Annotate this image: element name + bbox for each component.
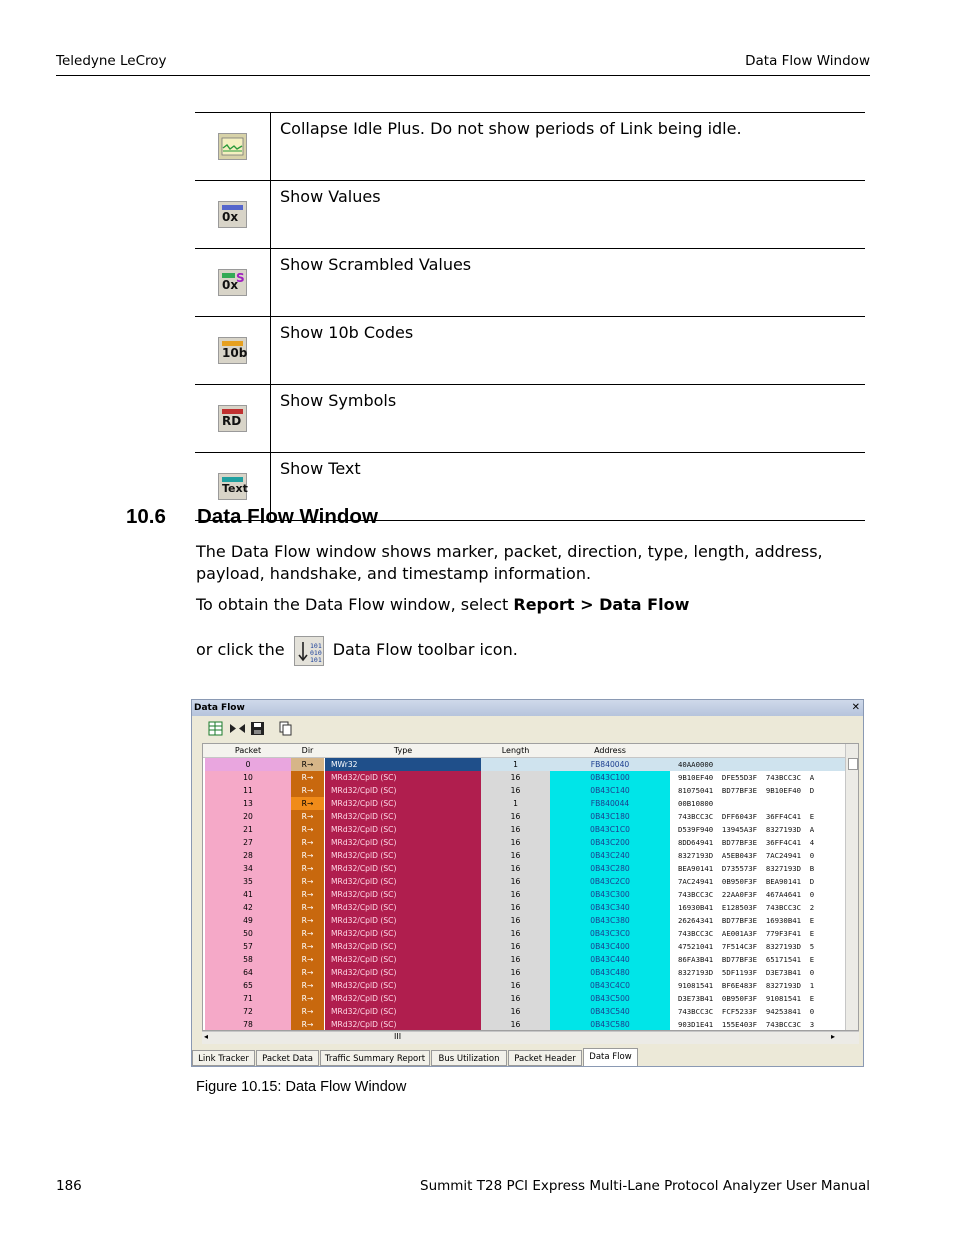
arrow-right-icon: → bbox=[306, 929, 314, 938]
dir-cell bbox=[291, 784, 324, 797]
length-cell: 16 bbox=[481, 940, 550, 953]
dir-cell bbox=[291, 992, 324, 1005]
icon-table-row bbox=[195, 385, 865, 453]
length-cell: 16 bbox=[481, 862, 550, 875]
payload-cell: 8327193D A5EB043F 7AC24941 0 bbox=[678, 851, 815, 860]
table-row[interactable] bbox=[203, 901, 858, 914]
data-flow-window bbox=[191, 699, 864, 1067]
arrow-right-icon: → bbox=[306, 773, 314, 782]
type-cell: MRd32/CplD (SC) bbox=[325, 966, 481, 979]
type-cell: MRd32/CplD (SC) bbox=[325, 836, 481, 849]
tab-packet-header[interactable]: Packet Header bbox=[508, 1050, 582, 1066]
arrow-right-icon: → bbox=[306, 1020, 314, 1029]
dir-label: R bbox=[301, 955, 307, 964]
icon-description: Show 10b Codes bbox=[271, 317, 866, 385]
dir-cell bbox=[291, 927, 324, 940]
window-toolbar bbox=[192, 716, 863, 741]
icon-label: 0x bbox=[222, 278, 239, 292]
figure-caption: Figure 10.15: Data Flow Window bbox=[196, 1079, 407, 1095]
icon-table-row bbox=[195, 317, 865, 385]
type-cell: MRd32/CplD (SC) bbox=[325, 797, 481, 810]
table-row[interactable] bbox=[203, 784, 858, 797]
length-cell: 16 bbox=[481, 784, 550, 797]
table-row[interactable] bbox=[203, 823, 858, 836]
type-cell: MRd32/CplD (SC) bbox=[325, 810, 481, 823]
payload-cell: 743BCC3C DFF6043F 36FF4C41 E bbox=[678, 812, 815, 821]
dir-label: R bbox=[301, 825, 307, 834]
dir-cell bbox=[291, 966, 324, 979]
packet-cell: 72 bbox=[205, 1005, 291, 1018]
payload-cell: 00B10800 bbox=[678, 799, 714, 808]
address-cell: 0B43C2C0 bbox=[550, 875, 670, 888]
dir-label: R bbox=[301, 877, 307, 886]
packet-cell: 11 bbox=[205, 784, 291, 797]
close-icon[interactable]: ✕ bbox=[851, 702, 860, 713]
payload-cell: 8DD64941 BD77BF3E 36FF4C41 4 bbox=[678, 838, 815, 847]
svg-text:010: 010 bbox=[309, 648, 322, 657]
type-cell: MRd32/CplD (SC) bbox=[325, 927, 481, 940]
running-header-right: Data Flow Window bbox=[745, 53, 870, 69]
address-cell: 0B43C580 bbox=[550, 1018, 670, 1031]
table-row[interactable] bbox=[203, 1018, 858, 1031]
address-cell: FB840044 bbox=[550, 797, 670, 810]
length-cell: 16 bbox=[481, 914, 550, 927]
length-cell: 16 bbox=[481, 992, 550, 1005]
type-cell: MRd32/CplD (SC) bbox=[325, 875, 481, 888]
arrow-right-icon: → bbox=[306, 942, 314, 951]
menu-path: Report > Data Flow bbox=[513, 595, 690, 614]
window-title: Data Flow bbox=[194, 703, 245, 713]
tab-packet-data[interactable]: Packet Data bbox=[256, 1050, 319, 1066]
dir-label: R bbox=[301, 760, 307, 769]
dir-cell bbox=[291, 771, 324, 784]
svg-text:101: 101 bbox=[309, 655, 322, 664]
payload-cell: 91081541 BF6E483F 8327193D 1 bbox=[678, 981, 815, 990]
address-cell: 0B43C140 bbox=[550, 784, 670, 797]
collapse-idle-plus-icon bbox=[218, 133, 247, 160]
packet-cell: 0 bbox=[205, 758, 291, 771]
type-cell: MRd32/CplD (SC) bbox=[325, 1018, 481, 1031]
table-row[interactable] bbox=[203, 927, 858, 940]
show-text-icon bbox=[218, 473, 247, 500]
dir-label: R bbox=[301, 942, 307, 951]
show-scrambled-values-icon: 0x S bbox=[218, 269, 247, 296]
packet-cell: 28 bbox=[205, 849, 291, 862]
manual-title: Summit T28 PCI Express Multi-Lane Protocol Analyzer User Manual bbox=[420, 1178, 870, 1194]
payload-cell: 26264341 BD77BF3E 16930B41 E bbox=[678, 916, 815, 925]
packet-cell: 65 bbox=[205, 979, 291, 992]
data-flow-toolbar-icon[interactable] bbox=[294, 636, 324, 666]
address-cell: 0B43C240 bbox=[550, 849, 670, 862]
dir-label: R bbox=[301, 994, 307, 1003]
icon-label: Text bbox=[222, 482, 248, 495]
address-cell: 0B43C3C0 bbox=[550, 927, 670, 940]
toolbar-icon-table bbox=[195, 112, 865, 521]
running-header-left: Teledyne LeCroy bbox=[56, 53, 167, 69]
grid-header bbox=[203, 744, 858, 758]
table-row[interactable] bbox=[203, 953, 858, 966]
table-row[interactable] bbox=[203, 966, 858, 979]
payload-cell: D3E73B41 0B950F3F 91081541 E bbox=[678, 994, 815, 1003]
payload-cell: 743BCC3C FCF5233F 94253841 0 bbox=[678, 1007, 815, 1016]
length-cell: 16 bbox=[481, 953, 550, 966]
packet-cell: 57 bbox=[205, 940, 291, 953]
paragraph-menu-path bbox=[196, 594, 866, 616]
address-cell: 0B43C100 bbox=[550, 771, 670, 784]
length-cell: 16 bbox=[481, 1005, 550, 1018]
table-row[interactable] bbox=[203, 771, 858, 784]
report-tabs bbox=[192, 1048, 863, 1067]
arrow-right-icon: → bbox=[306, 890, 314, 899]
length-cell: 16 bbox=[481, 888, 550, 901]
tab-bus-utilization[interactable]: Bus Utilization bbox=[431, 1050, 507, 1066]
direction-toggle-icon[interactable] bbox=[229, 721, 244, 736]
save-icon[interactable] bbox=[250, 721, 265, 736]
address-cell: 0B43C380 bbox=[550, 914, 670, 927]
length-cell: 1 bbox=[481, 797, 550, 810]
packet-cell: 64 bbox=[205, 966, 291, 979]
page-number: 186 bbox=[56, 1178, 82, 1194]
dir-label: R bbox=[301, 981, 307, 990]
payload-cell: BEA90141 D735573F 8327193D B bbox=[678, 864, 815, 873]
svg-text:101: 101 bbox=[309, 641, 322, 650]
length-cell: 16 bbox=[481, 979, 550, 992]
arrow-right-icon: → bbox=[306, 903, 314, 912]
arrow-right-icon: → bbox=[306, 812, 314, 821]
packet-cell: 58 bbox=[205, 953, 291, 966]
icon-label: 10b bbox=[222, 346, 248, 360]
packet-cell: 10 bbox=[205, 771, 291, 784]
icon-description: Show Values bbox=[271, 181, 866, 249]
address-cell: 0B43C280 bbox=[550, 862, 670, 875]
payload-cell: 743BCC3C AE001A3F 779F3F41 E bbox=[678, 929, 815, 938]
dir-label: R bbox=[301, 903, 307, 912]
dir-label: R bbox=[301, 773, 307, 782]
type-cell: MRd32/CplD (SC) bbox=[325, 914, 481, 927]
address-cell: 0B43C340 bbox=[550, 901, 670, 914]
dir-cell bbox=[291, 888, 324, 901]
packet-cell: 13 bbox=[205, 797, 291, 810]
type-cell: MRd32/CplD (SC) bbox=[325, 992, 481, 1005]
dir-label: R bbox=[301, 1020, 307, 1029]
table-row[interactable] bbox=[203, 862, 858, 875]
address-cell: 0B43C500 bbox=[550, 992, 670, 1005]
scroll-thumb-grip[interactable]: III bbox=[394, 1032, 402, 1041]
dir-cell bbox=[291, 1018, 324, 1031]
length-cell: 1 bbox=[481, 758, 550, 771]
address-cell: 0B43C4C0 bbox=[550, 979, 670, 992]
dir-cell bbox=[291, 797, 324, 810]
column-header-address[interactable]: Address bbox=[594, 746, 626, 755]
payload-cell: 47521041 7F514C3F 8327193D 5 bbox=[678, 942, 815, 951]
icon-label: RD bbox=[222, 414, 242, 428]
arrow-right-icon: → bbox=[306, 916, 314, 925]
arrow-right-icon: → bbox=[306, 994, 314, 1003]
icon-description: Show Scrambled Values bbox=[271, 249, 866, 317]
address-cell: 0B43C1C0 bbox=[550, 823, 670, 836]
length-cell: 16 bbox=[481, 875, 550, 888]
payload-cell: 9B10EF40 DFE55D3F 743BCC3C A bbox=[678, 773, 815, 782]
type-cell: MRd32/CplD (SC) bbox=[325, 862, 481, 875]
length-cell: 16 bbox=[481, 1018, 550, 1031]
address-cell: 0B43C440 bbox=[550, 953, 670, 966]
dir-label: R bbox=[301, 851, 307, 860]
address-cell: 0B43C540 bbox=[550, 1005, 670, 1018]
payload-cell: 81075041 BD77BF3E 9B10EF40 D bbox=[678, 786, 815, 795]
scroll-right-icon[interactable]: ▸ bbox=[830, 1032, 835, 1041]
dir-label: R bbox=[301, 838, 307, 847]
column-header-type[interactable]: Type bbox=[393, 746, 413, 755]
type-cell: MRd32/CplD (SC) bbox=[325, 901, 481, 914]
length-cell: 16 bbox=[481, 771, 550, 784]
tab-link-tracker[interactable]: Link Tracker bbox=[192, 1050, 255, 1066]
table-row[interactable] bbox=[203, 875, 858, 888]
type-cell: MRd32/CplD (SC) bbox=[325, 940, 481, 953]
window-title-bar bbox=[192, 700, 863, 716]
paragraph-toolbar-icon bbox=[196, 632, 866, 668]
arrow-right-icon: → bbox=[306, 864, 314, 873]
icon-description: Show Symbols bbox=[271, 385, 866, 453]
dir-label: R bbox=[301, 916, 307, 925]
table-row[interactable] bbox=[203, 849, 858, 862]
payload-cell: 903D1E41 155E403F 743BCC3C 3 bbox=[678, 1020, 815, 1029]
packet-cell: 71 bbox=[205, 992, 291, 1005]
dir-cell bbox=[291, 758, 324, 771]
dir-label: R bbox=[301, 1007, 307, 1016]
arrow-right-icon: → bbox=[306, 981, 314, 990]
table-row[interactable] bbox=[203, 758, 858, 771]
arrow-right-icon: → bbox=[306, 1007, 314, 1016]
packet-cell: 27 bbox=[205, 836, 291, 849]
packet-cell: 50 bbox=[205, 927, 291, 940]
table-row[interactable] bbox=[203, 810, 858, 823]
payload-cell: 8327193D 5DF1193F D3E73B41 0 bbox=[678, 968, 815, 977]
table-row[interactable] bbox=[203, 914, 858, 927]
address-cell: 0B43C400 bbox=[550, 940, 670, 953]
icon-label: 0x bbox=[222, 210, 239, 224]
address-cell: 0B43C300 bbox=[550, 888, 670, 901]
arrow-right-icon: → bbox=[306, 799, 314, 808]
dir-cell bbox=[291, 901, 324, 914]
table-row[interactable] bbox=[203, 1005, 858, 1018]
horizontal-scrollbar[interactable] bbox=[202, 1031, 859, 1044]
payload-cell: 7AC24941 0B950F3F BEA90141 D bbox=[678, 877, 815, 886]
icon-table-row bbox=[195, 181, 865, 249]
length-cell: 16 bbox=[481, 836, 550, 849]
payload-cell: 16930B41 E128503F 743BCC3C 2 bbox=[678, 903, 815, 912]
dir-cell bbox=[291, 914, 324, 927]
data-flow-grid bbox=[202, 743, 859, 1031]
copy-icon[interactable] bbox=[278, 721, 293, 736]
packet-cell: 78 bbox=[205, 1018, 291, 1031]
arrow-right-icon: → bbox=[306, 955, 314, 964]
dir-label: R bbox=[301, 786, 307, 795]
packet-cell: 42 bbox=[205, 901, 291, 914]
icon-description: Collapse Idle Plus. Do not show periods of Link being idle. bbox=[271, 113, 866, 181]
length-cell: 16 bbox=[481, 810, 550, 823]
type-cell: MRd32/CplD (SC) bbox=[325, 953, 481, 966]
arrow-right-icon: → bbox=[306, 877, 314, 886]
payload-cell: 86FA3B41 BD77BF3E 65171541 E bbox=[678, 955, 815, 964]
scroll-thumb[interactable] bbox=[848, 758, 858, 770]
address-cell: 0B43C480 bbox=[550, 966, 670, 979]
dir-cell bbox=[291, 953, 324, 966]
arrow-right-icon: → bbox=[306, 851, 314, 860]
length-cell: 16 bbox=[481, 966, 550, 979]
section-heading bbox=[126, 505, 378, 529]
toolbar-instruction-prefix: or click the bbox=[196, 640, 285, 659]
type-cell: MRd32/CplD (SC) bbox=[325, 888, 481, 901]
show-10b-codes-icon bbox=[218, 337, 247, 364]
table-row[interactable] bbox=[203, 992, 858, 1005]
table-row[interactable] bbox=[203, 888, 858, 901]
length-cell: 16 bbox=[481, 901, 550, 914]
grid-layout-icon[interactable] bbox=[208, 721, 223, 736]
payload-cell: 743BCC3C 22AA0F3F 467A4641 0 bbox=[678, 890, 815, 899]
show-symbols-icon bbox=[218, 405, 247, 432]
address-cell: 0B43C200 bbox=[550, 836, 670, 849]
address-cell: FB840040 bbox=[550, 758, 670, 771]
type-cell: MRd32/CplD (SC) bbox=[325, 979, 481, 992]
dir-label: R bbox=[301, 929, 307, 938]
length-cell: 16 bbox=[481, 849, 550, 862]
arrow-right-icon: → bbox=[306, 786, 314, 795]
dir-cell bbox=[291, 849, 324, 862]
type-cell: MRd32/CplD (SC) bbox=[325, 823, 481, 836]
grid-rows bbox=[203, 758, 858, 1031]
section-title: Data Flow Window bbox=[197, 505, 378, 528]
packet-cell: 35 bbox=[205, 875, 291, 888]
arrow-right-icon: → bbox=[306, 760, 314, 769]
dir-label: R bbox=[301, 812, 307, 821]
dir-cell bbox=[291, 810, 324, 823]
icon-table-row bbox=[195, 249, 865, 317]
table-row[interactable] bbox=[203, 836, 858, 849]
show-values-icon bbox=[218, 201, 247, 228]
icon-description: Show Text bbox=[271, 453, 866, 521]
dir-cell bbox=[291, 979, 324, 992]
length-cell: 16 bbox=[481, 823, 550, 836]
packet-cell: 49 bbox=[205, 914, 291, 927]
dir-cell bbox=[291, 836, 324, 849]
column-header-dir[interactable]: Dir bbox=[301, 746, 314, 755]
icon-table-row bbox=[195, 113, 865, 181]
vertical-scrollbar[interactable] bbox=[845, 744, 858, 1030]
section-number: 10.6 bbox=[126, 505, 166, 528]
toolbar-instruction-suffix: Data Flow toolbar icon. bbox=[332, 640, 518, 659]
packet-cell: 41 bbox=[205, 888, 291, 901]
packet-cell: 20 bbox=[205, 810, 291, 823]
tab-traffic-summary-report[interactable]: Traffic Summary Report bbox=[320, 1050, 430, 1066]
arrow-right-icon: → bbox=[306, 968, 314, 977]
header-rule bbox=[56, 75, 870, 76]
dir-label: R bbox=[301, 799, 307, 808]
arrow-right-icon: → bbox=[306, 838, 314, 847]
length-cell: 16 bbox=[481, 927, 550, 940]
dir-cell bbox=[291, 940, 324, 953]
dir-cell bbox=[291, 875, 324, 888]
type-cell: MWr32 bbox=[325, 758, 481, 771]
dir-cell bbox=[291, 1005, 324, 1018]
dir-cell bbox=[291, 823, 324, 836]
dir-label: R bbox=[301, 890, 307, 899]
type-cell: MRd32/CplD (SC) bbox=[325, 849, 481, 862]
dir-label: R bbox=[301, 864, 307, 873]
payload-cell: D539F940 13945A3F 8327193D A bbox=[678, 825, 815, 834]
dir-label: R bbox=[301, 968, 307, 977]
column-header-length[interactable]: Length bbox=[501, 746, 530, 755]
payload-cell: 40AA0000 bbox=[670, 758, 850, 771]
scroll-left-icon[interactable]: ◂ bbox=[204, 1032, 209, 1041]
dir-cell bbox=[291, 862, 324, 875]
type-cell: MRd32/CplD (SC) bbox=[325, 784, 481, 797]
type-cell: MRd32/CplD (SC) bbox=[325, 771, 481, 784]
packet-cell: 21 bbox=[205, 823, 291, 836]
address-cell: 0B43C180 bbox=[550, 810, 670, 823]
paragraph-description: The Data Flow window shows marker, packet, direction, type, length, address, payload, handshake, and timestamp information. bbox=[196, 542, 823, 583]
table-row[interactable] bbox=[203, 979, 858, 992]
type-cell: MRd32/CplD (SC) bbox=[325, 1005, 481, 1018]
table-row[interactable] bbox=[203, 797, 858, 810]
packet-cell: 34 bbox=[205, 862, 291, 875]
column-header-packet[interactable]: Packet bbox=[234, 746, 262, 755]
table-row[interactable] bbox=[203, 940, 858, 953]
arrow-right-icon: → bbox=[306, 825, 314, 834]
menu-instruction: To obtain the Data Flow window, select bbox=[196, 595, 514, 614]
tab-data-flow[interactable]: Data Flow bbox=[583, 1048, 638, 1067]
